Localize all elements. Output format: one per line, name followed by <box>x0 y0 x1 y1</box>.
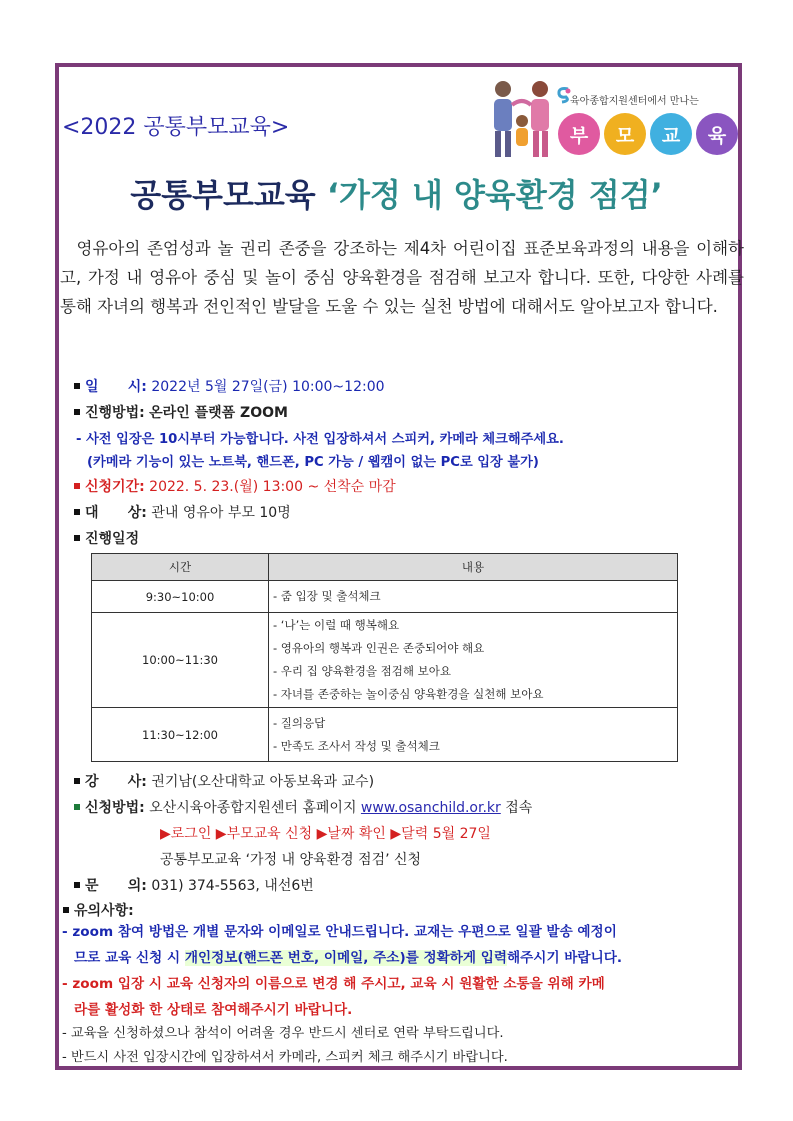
title-sub: ‘가정 내 양육환경 점검’ <box>326 176 663 214</box>
note-2-line-2: 라를 활성화 한 상태로 참여해주시기 바랍니다. <box>74 1002 353 1018</box>
schedule-table <box>91 553 678 762</box>
logo-char: 모 <box>604 113 646 155</box>
bullet-icon <box>74 409 80 415</box>
homepage-link[interactable]: www.osanchild.or.kr <box>360 800 501 816</box>
method-value: 온라인 플랫폼 ZOOM <box>149 405 288 421</box>
notes-heading <box>55 900 134 920</box>
lecturer-row <box>62 771 374 791</box>
content-item: - ‘나’는 이럴 때 행복해요 <box>273 618 400 632</box>
bullet-icon <box>74 383 80 389</box>
method-row <box>62 402 288 422</box>
date-row <box>62 376 385 396</box>
note-1-emphasis: 개인정보(핸드폰 번호, 이메일, 주소)를 정확하게 입력 <box>184 950 508 966</box>
time-cell: 10:00~11:30 <box>92 613 269 708</box>
apply-steps <box>160 823 491 843</box>
content-cell <box>269 613 678 708</box>
contact-value: 031) 374-5563, 내선6번 <box>151 878 314 894</box>
note-2-line-1: - zoom 입장 시 교육 신청자의 이름으로 변경 해 주시고, 교육 시 원활한 소통을 위해 카메 <box>62 976 605 992</box>
table-header-row <box>92 554 678 581</box>
page-title <box>0 170 793 216</box>
note-1 <box>62 919 742 971</box>
family-illustration-icon <box>478 75 568 165</box>
lecturer-value: 권기남(오산대학교 아동보육과 교수) <box>151 774 375 790</box>
period-value: 2022. 5. 23.(월) 13:00 ~ 선착순 마감 <box>149 479 396 495</box>
content-cell <box>269 581 678 613</box>
title-main: 공통부모교육 <box>130 176 316 214</box>
note-1-text-b: 므로 교육 신청 시 <box>74 950 185 966</box>
apply-label: 신청방법: <box>85 800 145 816</box>
header-content: 내용 <box>269 554 678 581</box>
bullet-icon <box>74 483 80 489</box>
table-row <box>92 708 678 762</box>
logo-char: 육 <box>696 113 738 155</box>
step-calendar-date: 5월 27일 <box>432 826 491 842</box>
note-1-text-a: - zoom 참여 방법은 개별 문자와 이메일로 안내드립니다. 교재는 우편으로 일괄 발송 예정이 <box>62 924 617 940</box>
note-1-line-1 <box>62 919 742 945</box>
target-value: 관내 영유아 부모 10명 <box>151 505 291 521</box>
notes-label: 유의사항: <box>74 903 134 919</box>
step-calendar: ▶달력 <box>390 826 429 842</box>
bullet-icon <box>74 778 80 784</box>
intro-paragraph: 영유아의 존엄성과 놀 권리 존중을 강조하는 제4차 어린이집 표준보육과정의 내용을 이해하고, 가정 내 영유아 중심 및 놀이 중심 양육환경을 점검해 보고자 합니다. 또한, 다양한 사례를 통해 자녀의 행복과 전인적인 발달을 도울 수 있는 실천 방법에 대해서도 알아보고자 합니다. <box>60 239 744 316</box>
logo-char: 교 <box>650 113 692 155</box>
table-row <box>92 613 678 708</box>
content-item: - 우리 집 양육환경을 점검해 보아요 <box>273 664 451 678</box>
content-item: - 질의응답 <box>273 715 326 730</box>
time-cell: 9:30~10:00 <box>92 581 269 613</box>
bullet-icon <box>74 882 80 888</box>
method-note-1: - 사전 입장은 10시부터 가능합니다. 사전 입장하셔서 스피커, 카메라 체크해주세요. <box>76 432 564 447</box>
period-label: 신청기간: <box>85 479 145 495</box>
step-login: ▶로그인 <box>160 826 212 842</box>
target-label: 대 상: <box>85 505 147 521</box>
schedule-label: 진행일정 <box>85 531 140 547</box>
date-label: 일 시: <box>85 379 147 395</box>
logo-word <box>558 113 738 155</box>
note-3: - 교육을 신청하셨으나 참석이 어려울 경우 반드시 센터로 연락 부탁드립니다. <box>62 1026 504 1041</box>
time-cell: 11:30~12:00 <box>92 708 269 762</box>
method-note-2: (카메라 기능이 있는 노트북, 핸드폰, PC 가능 / 웹캠이 없는 PC로 입장 불가) <box>87 455 539 470</box>
step-apply: ▶부모교육 신청 <box>215 826 313 842</box>
lecturer-label: 강 사: <box>85 774 147 790</box>
contact-label: 문 의: <box>85 878 147 894</box>
date-value: 2022년 5월 27일(금) 10:00~12:00 <box>151 379 385 395</box>
note-4: - 반드시 사전 입장시간에 입장하셔서 카메라, 스피커 체크 해주시기 바랍니다. <box>62 1050 508 1065</box>
note-1-line-2 <box>62 945 742 971</box>
period-row <box>62 476 396 496</box>
target-row <box>62 502 291 522</box>
content-item: - 자녀를 존중하는 놀이중심 양육환경을 실천해 보아요 <box>273 687 544 701</box>
bullet-icon <box>74 509 80 515</box>
content-item: - 줌 입장 및 출석체크 <box>273 589 381 603</box>
apply-row <box>62 797 532 817</box>
table-row <box>92 581 678 613</box>
apply-text: 오산시육아종합지원센터 홈페이지 <box>149 800 357 816</box>
logo-char: 부 <box>558 113 600 155</box>
content-item: - 영유아의 행복과 인권은 존중되어야 해요 <box>273 641 485 655</box>
header-time: 시간 <box>92 554 269 581</box>
content-item: - 만족도 조사서 작성 및 출석체크 <box>273 738 440 753</box>
note-1-text-c: 해주시기 바랍니다. <box>507 950 622 966</box>
apply-text-after: 접속 <box>505 800 533 816</box>
schedule-row <box>62 528 139 548</box>
content-cell <box>269 708 678 762</box>
contact-row <box>62 875 314 895</box>
apply-line: 공통부모교육 ‘가정 내 양육환경 점검’ 신청 <box>160 852 422 868</box>
bullet-icon <box>74 804 80 810</box>
bullet-icon <box>74 535 80 541</box>
method-label: 진행방법: <box>85 405 145 421</box>
logo-tagline: 육아종합지원센터에서 만나는 <box>570 96 699 107</box>
event-label: <2022 공통부모교육> <box>62 115 290 140</box>
bullet-icon <box>63 907 69 913</box>
step-date: ▶날짜 확인 <box>316 826 386 842</box>
note-2 <box>62 971 742 1023</box>
